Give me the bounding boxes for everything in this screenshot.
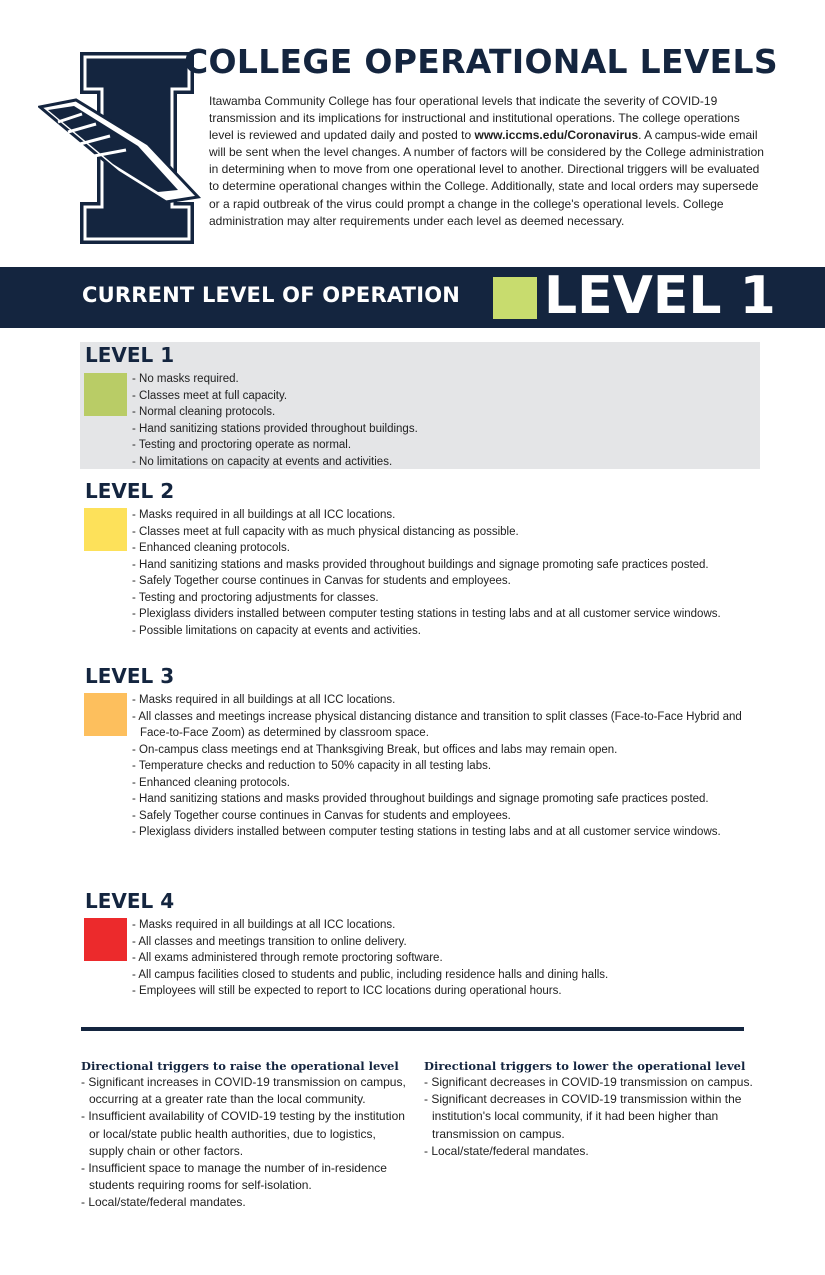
intro-text-1: Itawamba Community College has four operational levels that indicate the severity of COVID-19 transmission and its implications for instructional and institutional operations. The college operations level is reviewed and updated daily and posted to <box>209 94 740 143</box>
level-title: LEVEL 2 <box>85 479 175 503</box>
list-item: - Plexiglass dividers installed between computer testing stations in testing labs and at all customer service windows. <box>132 608 721 620</box>
list-item: - Temperature checks and reduction to 50% capacity in all testing labs. <box>132 760 492 772</box>
list-item: - Safely Together course continues in Canvas for students and employees. <box>132 809 511 822</box>
list-item: - Hand sanitizing stations and masks provided throughout buildings and signage promoting safe practices posted. <box>132 793 709 805</box>
list-item: - Testing and proctoring operate as normal. <box>132 439 352 451</box>
list-item: - No masks required. <box>132 373 239 385</box>
list-item: - All classes and meetings transition to online delivery. <box>132 935 407 948</box>
list-item: - Possible limitations on capacity at events and activities. <box>132 624 421 637</box>
level-4-section <box>80 888 760 1006</box>
list-item: - Insufficient availability of COVID-19 testing by the institution or local/state public health authorities, due to logistics, supply chain or other factors. <box>81 1109 405 1158</box>
list-item: - Masks required in all buildings at all ICC locations. <box>132 694 396 706</box>
list-item: - Masks required in all buildings at all ICC locations. <box>132 509 396 521</box>
level-4-list <box>132 917 752 1000</box>
list-item: - Significant decreases in COVID-19 transmission on campus. <box>424 1075 753 1089</box>
list-item: - On-campus class meetings end at Thanksgiving Break, but offices and labs may remain open. <box>132 743 618 756</box>
list-item: - All campus facilities closed to students and public, including residence halls and dining halls. <box>132 968 609 981</box>
intro-text-2: . A campus-wide email will be sent when the level changes. A number of factors will be considered by the College administration in determining when to move from one operational level to another. Directional triggers will be evaluated to determine operational changes within the College. Additionally, state and local orders may supersede or a rapid outbreak of the virus could prompt a change in the college's operational levels. College administration may alter requirements under each level as deemed necessary. <box>209 128 764 228</box>
lower-triggers-title: Directional triggers to lower the operational level <box>424 1059 746 1073</box>
level-2-list <box>132 507 757 639</box>
level-3-section <box>80 663 760 883</box>
lower-triggers-list <box>424 1074 754 1160</box>
banner-label: CURRENT LEVEL OF OPERATION <box>82 283 461 307</box>
section-divider <box>81 1027 744 1031</box>
level-2-section <box>80 478 760 658</box>
raise-triggers-list <box>81 1074 406 1212</box>
raise-triggers <box>81 1059 406 1212</box>
list-item: - Testing and proctoring adjustments for classes. <box>132 591 379 604</box>
list-item: - Employees will still be expected to report to ICC locations during operational hours. <box>132 985 562 997</box>
level-1-color-swatch <box>84 373 127 416</box>
list-item: - All exams administered through remote proctoring software. <box>132 952 443 964</box>
list-item: - Enhanced cleaning protocols. <box>132 542 290 554</box>
raise-triggers-title: Directional triggers to raise the operational level <box>81 1059 399 1073</box>
list-item: - Local/state/federal mandates. <box>81 1195 246 1210</box>
list-item: - Hand sanitizing stations provided throughout buildings. <box>132 422 418 435</box>
college-logo <box>38 52 204 244</box>
list-item: - Masks required in all buildings at all ICC locations. <box>132 919 396 931</box>
current-level-value: LEVEL 1 <box>544 266 776 326</box>
level-3-color-swatch <box>84 693 127 736</box>
list-item: - Plexiglass dividers installed between computer testing stations in testing labs and at all customer service windows. <box>132 826 721 838</box>
list-item: - Local/state/federal mandates. <box>424 1143 589 1158</box>
list-item: - Enhanced cleaning protocols. <box>132 776 290 789</box>
list-item: - Classes meet at full capacity. <box>132 389 288 402</box>
list-item: - Insufficient space to manage the number of in-residence students requiring rooms for self-isolation. <box>81 1161 387 1193</box>
level-2-color-swatch <box>84 508 127 551</box>
coronavirus-link[interactable]: www.iccms.edu/Coronavirus <box>474 128 639 143</box>
page-title: COLLEGE OPERATIONAL LEVELS <box>184 42 778 81</box>
list-item: - Classes meet at full capacity with as much physical distancing as possible. <box>132 525 519 538</box>
intro-paragraph <box>209 93 764 230</box>
list-item: - All classes and meetings increase physical distancing distance and transition to split classes (Face-to-Face Hybrid and Face-to-Face Zoom) as determined by classroom space. <box>132 710 742 739</box>
current-level-swatch <box>493 277 537 319</box>
list-item: - No limitations on capacity at events and activities. <box>132 455 393 468</box>
level-1-section <box>80 342 760 469</box>
level-title: LEVEL 3 <box>85 664 175 688</box>
list-item: - Safely Together course continues in Canvas for students and employees. <box>132 575 511 587</box>
list-item: - Significant increases in COVID-19 transmission on campus, occurring at a greater rate than the local community. <box>81 1075 406 1107</box>
list-item: - Hand sanitizing stations and masks provided throughout buildings and signage promoting safe practices posted. <box>132 558 709 571</box>
lower-triggers <box>424 1059 754 1160</box>
current-level-banner <box>0 267 825 328</box>
level-4-color-swatch <box>84 918 127 961</box>
list-item: - Significant decreases in COVID-19 transmission within the institution's local community, if it had been higher than transmission on campus. <box>424 1092 742 1141</box>
level-1-list <box>132 371 752 470</box>
list-item: - Normal cleaning protocols. <box>132 406 276 418</box>
level-3-list <box>132 692 747 841</box>
level-title: LEVEL 1 <box>85 343 175 367</box>
level-title: LEVEL 4 <box>85 889 175 913</box>
